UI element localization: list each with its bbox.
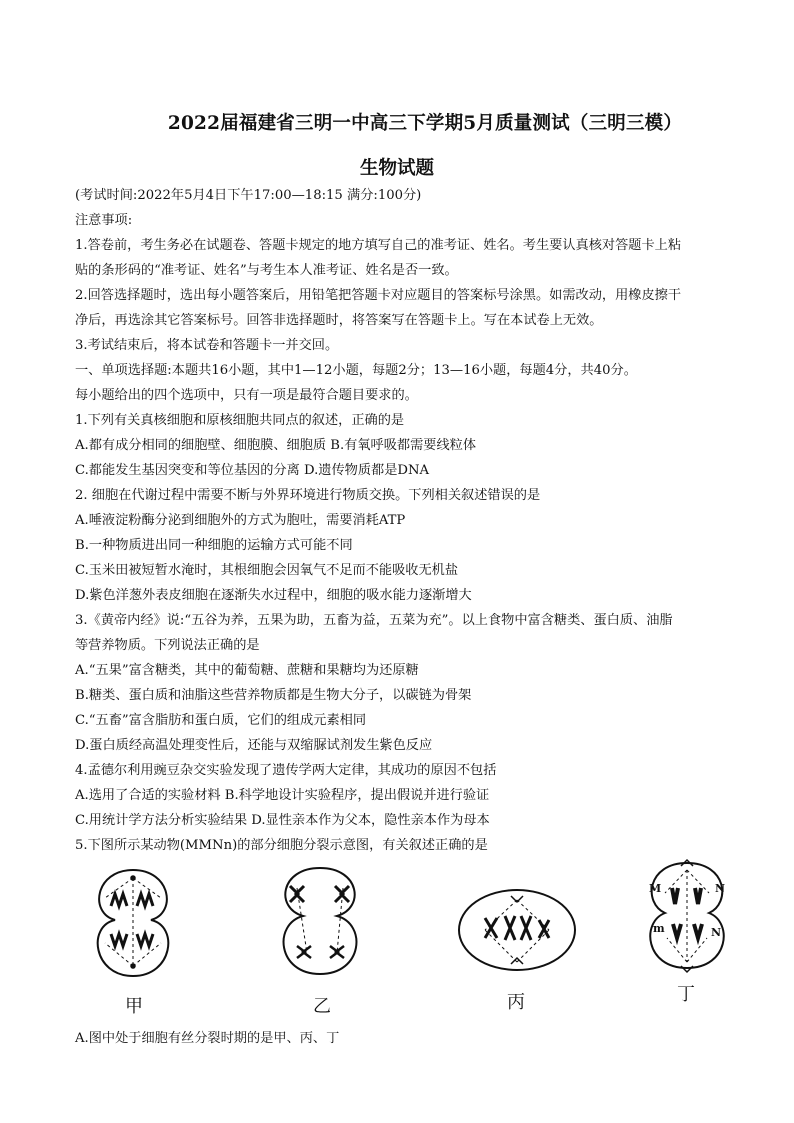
cell-division-figure — [75, 858, 735, 1023]
question-line: 2. 细胞在代谢过程中需要不断与外界环境进行物质交换。下列相关叙述错误的是 — [75, 488, 541, 503]
question-line: C.玉米田被短暂水淹时，其根细胞会因氧气不足而不能吸收无机盐 — [75, 563, 459, 578]
note-line: 1.答卷前，考生务必在试题卷、答题卡规定的地方填写自己的准考证、姓名。考生要认真核对答题卡上粘 — [75, 238, 682, 253]
note-line: 贴的条形码的“准考证、姓名”与考生本人准考证、姓名是否一致。 — [75, 263, 458, 278]
gene-label-N-lower: N — [711, 926, 722, 939]
question-line: 3.《黄帝内经》说:“五谷为养，五果为助，五畜为益，五菜为充”。以上食物中富含糖类、蛋白质、油脂 — [75, 613, 673, 628]
question-line: A.都有成分相同的细胞壁、细胞膜、细胞质 B.有氧呼吸都需要线粒体 — [75, 438, 477, 453]
question-line: A.唾液淀粉酶分泌到细胞外的方式为胞吐，需要消耗ATP — [75, 513, 406, 528]
question-line: 4.孟德尔利用豌豆杂交实验发现了遗传学两大定律，其成功的原因不包括 — [75, 763, 497, 778]
question-line: B.糖类、蛋白质和油脂这些营养物质都是生物大分子，以碳链为骨架 — [75, 688, 472, 703]
question-line: 1.下列有关真核细胞和原核细胞共同点的叙述，正确的是 — [75, 413, 405, 428]
question-line: B.一种物质进出同一种细胞的运输方式可能不同 — [75, 538, 353, 553]
section-intro: 一、单项选择题:本题共16小题，其中1—12小题，每题2分；13—16小题，每题4分，共40分。 — [75, 363, 637, 378]
question-line: 5.下图所示某动物(MMNn)的部分细胞分裂示意图，有关叙述正确的是 — [75, 838, 488, 853]
question-line: D.紫色洋葱外表皮细胞在逐渐失水过程中，细胞的吸水能力逐渐增大 — [75, 588, 472, 603]
note-line: 2.回答选择题时，选出每小题答案后，用铅笔把答题卡对应题目的答案标号涂黑。如需改动，用橡皮擦干 — [75, 288, 682, 303]
question-line: A.选用了合适的实验材料 B.科学地设计实验程序，提出假说并进行验证 — [75, 788, 490, 803]
question-line: C.用统计学方法分析实验结果 D.显性亲本作为父本，隐性亲本作为母本 — [75, 813, 490, 828]
question-line: C.“五畜”富含脂肪和蛋白质，它们的组成元素相同 — [75, 713, 367, 728]
question-line: D.蛋白质经高温处理变性后，还能与双缩脲试剂发生紫色反应 — [75, 738, 433, 753]
question-option: A.图中处于细胞有丝分裂时期的是甲、丙、丁 — [75, 1031, 340, 1046]
gene-label-m: m — [653, 922, 665, 935]
figure-label-bing: 丙 — [507, 992, 525, 1013]
figure-label-jia: 甲 — [125, 996, 143, 1017]
exam-title: 2022届福建省三明一中高三下学期5月质量测试（三明三模） — [167, 113, 683, 134]
question-line: 等营养物质。下列说法正确的是 — [75, 638, 260, 653]
figure-label-yi: 乙 — [313, 996, 331, 1017]
gene-label-N-upper: N — [715, 882, 726, 895]
cell-yi-outline — [284, 868, 357, 974]
cell-division-diagrams — [75, 858, 735, 1023]
figure-label-ding: 丁 — [677, 984, 695, 1005]
question-line: A.“五果”富含糖类，其中的葡萄糖、蔗糖和果糖均为还原糖 — [75, 663, 419, 678]
note-line: 3.考试结束后，将本试卷和答题卡一并交回。 — [75, 338, 339, 353]
exam-subtitle: 生物试题 — [359, 158, 434, 179]
note-line: 净后，再选涂其它答案标号。回答非选择题时，将答案写在答题卡上。写在本试卷上无效。 — [75, 313, 603, 328]
notice-heading: 注意事项: — [75, 213, 133, 228]
exam-info: (考试时间:2022年5月4日下午17:00—18:15 满分:100分) — [75, 188, 422, 203]
gene-label-M: M — [649, 882, 662, 895]
question-line: C.都能发生基因突变和等位基因的分离 D.遗传物质都是DNA — [75, 463, 430, 478]
section-intro: 每小题给出的四个选项中，只有一项是最符合题目要求的。 — [75, 388, 418, 403]
